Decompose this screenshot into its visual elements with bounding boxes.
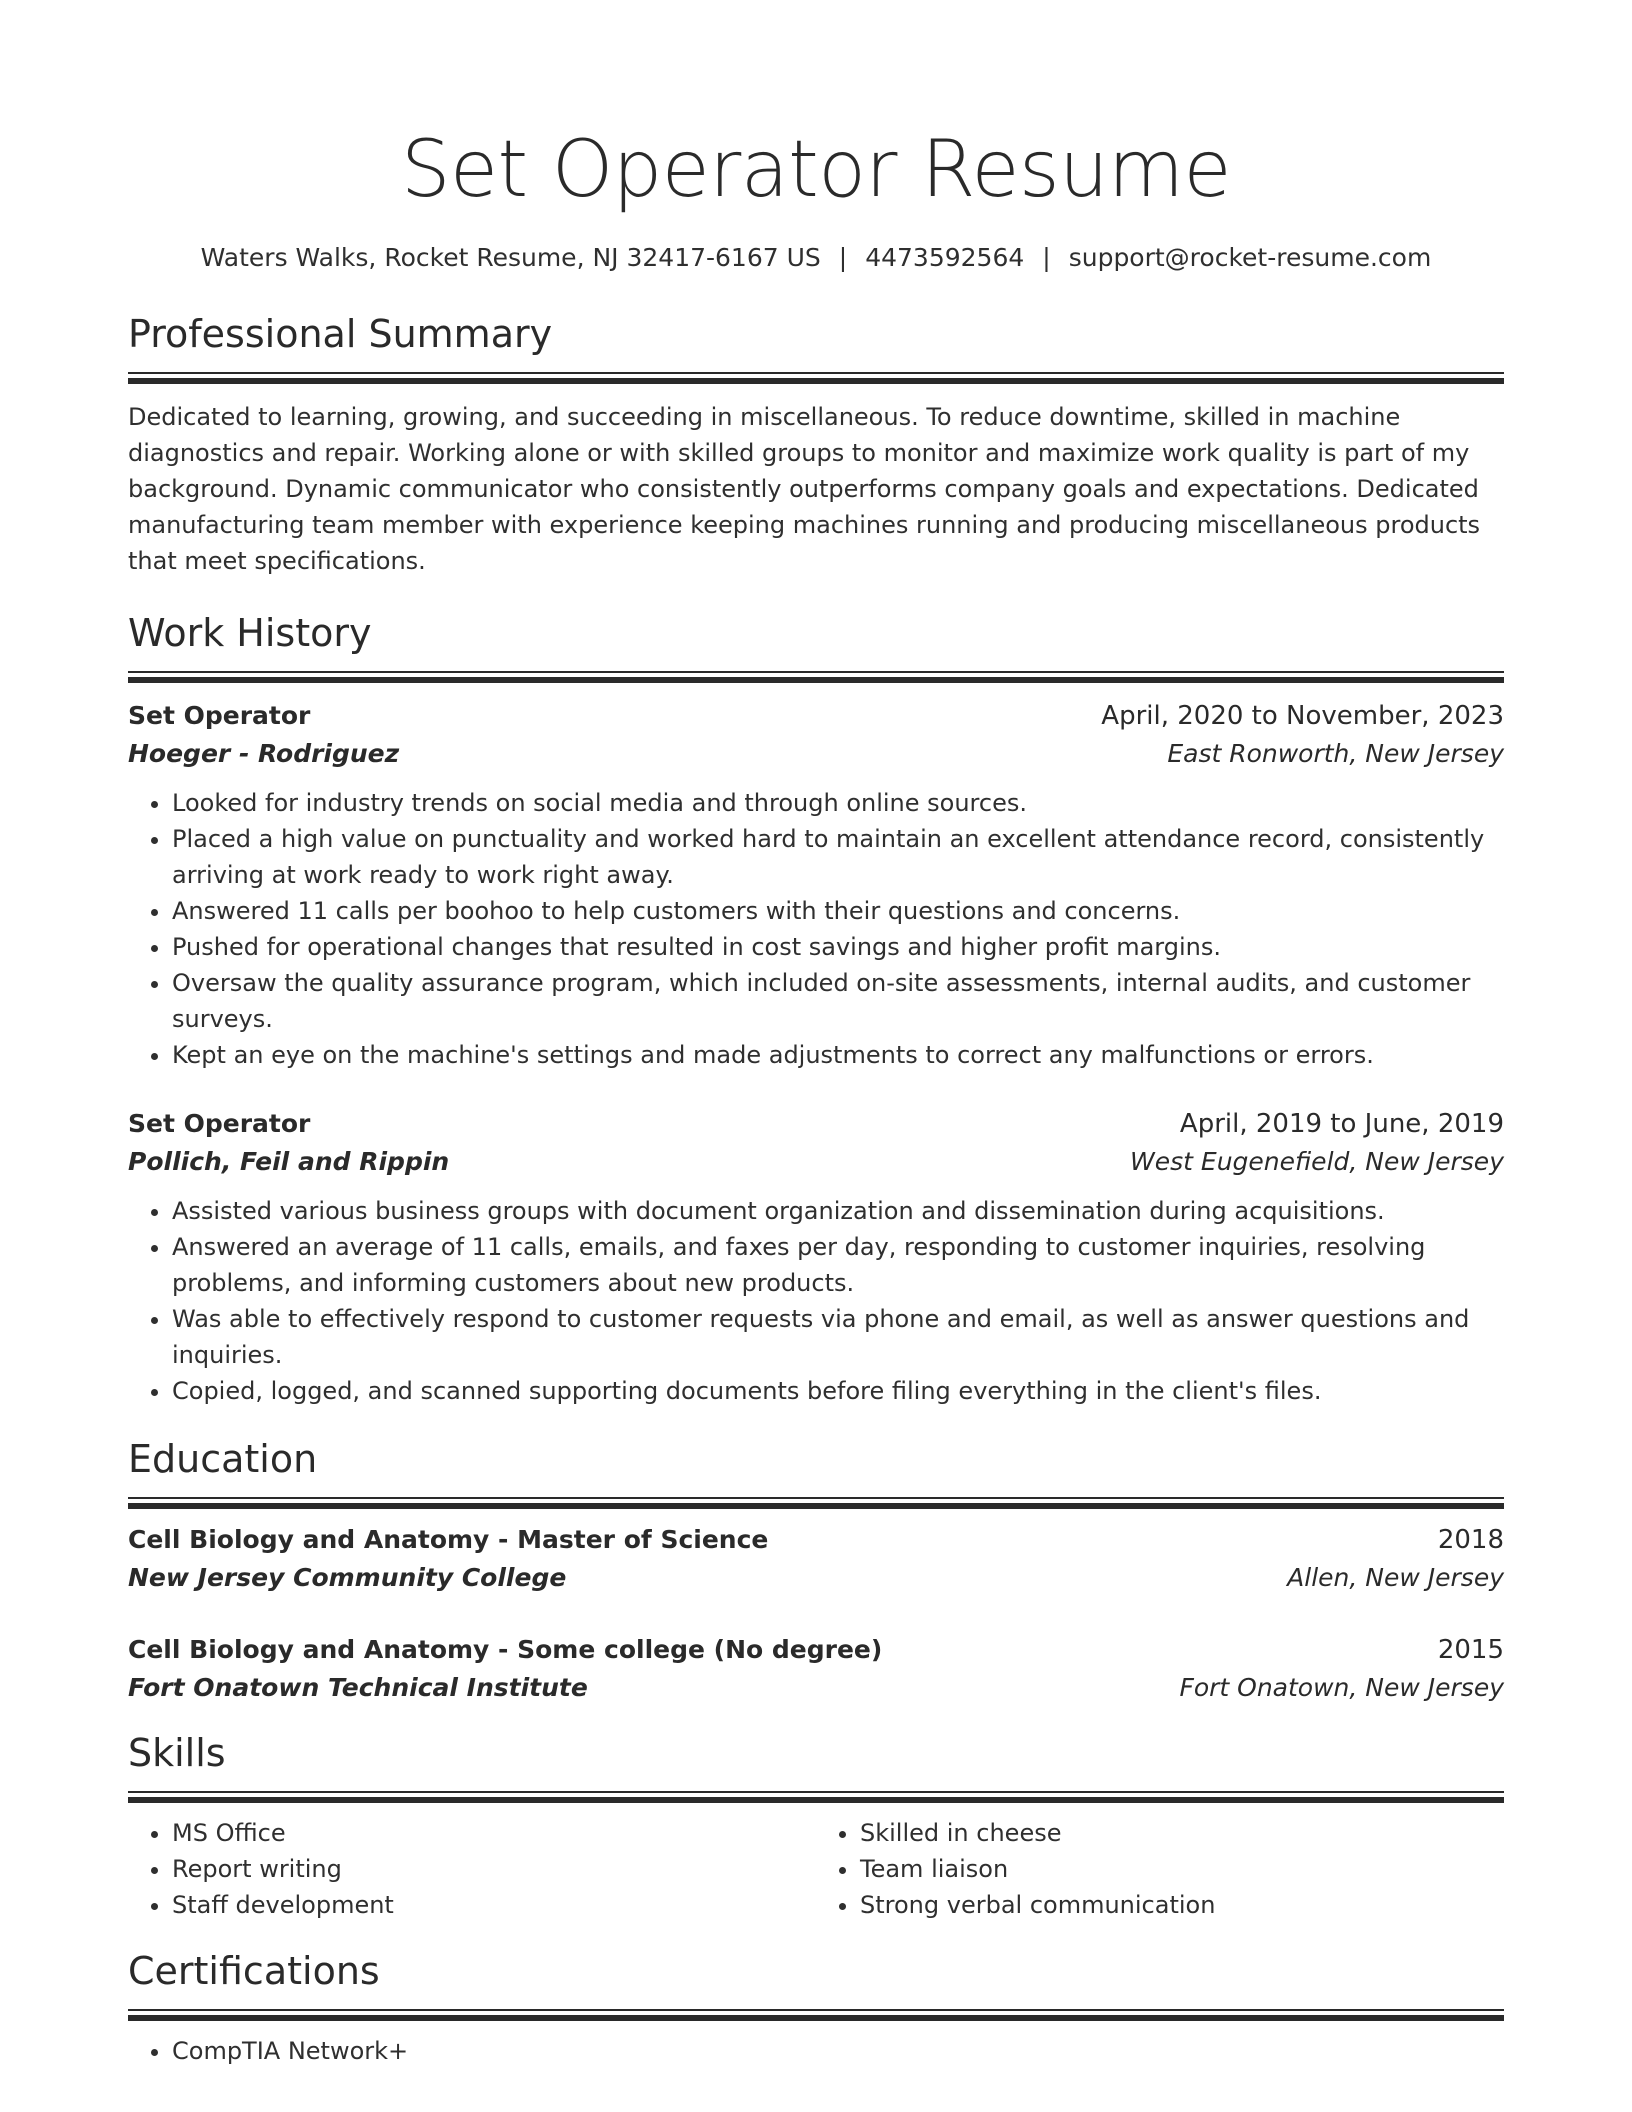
certifications-list (128, 2033, 1504, 2069)
list-item: • Strong verbal communication (860, 1887, 1504, 1923)
list-item: • Kept an eye on the machine's settings and made adjustments to correct any malfunctions or errors. (172, 1037, 1504, 1073)
job-location: East Ronworth, New Jersey (1167, 739, 1504, 768)
list-item: • Copied, logged, and scanned supporting documents before filing everything in the client's files. (172, 1373, 1504, 1409)
skills-grid (128, 1815, 1504, 1923)
list-item: • Assisted various business groups with document organization and dissemination during acquisitions. (172, 1193, 1504, 1229)
list-item: • MS Office (172, 1815, 816, 1851)
education-entry (128, 1521, 1504, 1597)
section-divider (128, 2009, 1504, 2021)
list-item: • Answered 11 calls per boohoo to help customers with their questions and concerns. (172, 893, 1504, 929)
section-divider (128, 372, 1504, 384)
job-company: Hoeger - Rodriguez (128, 739, 400, 768)
list-item: • Placed a high value on punctuality and worked hard to maintain an excellent attendance record, consistently arriving at work ready to work right away. (172, 821, 1504, 893)
list-item: • Skilled in cheese (860, 1815, 1504, 1851)
summary-heading: Professional Summary (128, 312, 553, 356)
education-header (128, 1631, 1504, 1669)
education-year: 2015 (1437, 1635, 1504, 1665)
summary-text: Dedicated to learning, growing, and succeeding in miscellaneous. To reduce downtime, skilled in machine diagnostics and repair. Working alone or with skilled groups to monitor and maximize work quality is part of my background. Dynamic communicator who consistently outperforms company goals and expectations. Dedicated manufacturing team member with experience keeping machines running and producing miscellaneous products that meet specifications. (128, 403, 1481, 575)
contact-address: Waters Walks, Rocket Resume, NJ 32417-6167 US (200, 243, 821, 272)
job-entry (128, 697, 1504, 1073)
job-subheader (128, 1143, 1504, 1181)
contact-phone: 4473592564 (865, 243, 1025, 272)
education-degree: Cell Biology and Anatomy - Master of Science (128, 1525, 769, 1554)
list-item: • CompTIA Network+ (172, 2033, 1504, 2069)
education-year: 2018 (1437, 1525, 1504, 1555)
job-dates: April, 2020 to November, 2023 (1101, 701, 1504, 731)
contact-line (128, 242, 1504, 274)
education-header (128, 1521, 1504, 1559)
certifications-section (128, 1947, 1504, 2069)
job-header (128, 697, 1504, 735)
job-location: West Eugenefield, New Jersey (1130, 1147, 1504, 1176)
job-dates: April, 2019 to June, 2019 (1179, 1109, 1504, 1139)
education-subheader (128, 1669, 1504, 1707)
list-item: • Staff development (172, 1887, 816, 1923)
summary-section (128, 310, 1504, 579)
list-item: • Looked for industry trends on social media and through online sources. (172, 785, 1504, 821)
skills-section (128, 1729, 1504, 1923)
education-heading: Education (128, 1437, 318, 1481)
education-section (128, 1435, 1504, 1707)
job-entry (128, 1105, 1504, 1409)
list-item: • Was able to effectively respond to customer requests via phone and email, as well as answer questions and inquiries. (172, 1301, 1504, 1373)
education-location: Allen, New Jersey (1287, 1563, 1504, 1592)
education-entry (128, 1631, 1504, 1707)
education-degree: Cell Biology and Anatomy - Some college (No degree) (128, 1635, 883, 1664)
contact-separator: | (1042, 243, 1051, 272)
contact-separator: | (838, 243, 848, 272)
page-title: Set Operator Resume (400, 125, 1232, 215)
education-school: Fort Onatown Technical Institute (128, 1673, 588, 1702)
list-item: • Answered an average of 11 calls, emails, and faxes per day, responding to customer inquiries, resolving problems, and informing customers about new products. (172, 1229, 1504, 1301)
section-divider (128, 1497, 1504, 1509)
list-item: • Pushed for operational changes that resulted in cost savings and higher profit margins. (172, 929, 1504, 965)
job-role: Set Operator (128, 701, 311, 730)
list-item: • Report writing (172, 1851, 816, 1887)
job-role: Set Operator (128, 1109, 311, 1138)
job-header (128, 1105, 1504, 1143)
skills-column-right (816, 1815, 1504, 1923)
work-history-section (128, 609, 1504, 1409)
education-location: Fort Onatown, New Jersey (1179, 1673, 1504, 1702)
education-subheader (128, 1559, 1504, 1597)
work-history-heading: Work History (128, 611, 372, 655)
list-item: • Team liaison (860, 1851, 1504, 1887)
section-divider (128, 671, 1504, 683)
skills-column-left (128, 1815, 816, 1923)
job-bullets (128, 1193, 1504, 1409)
job-bullets (128, 785, 1504, 1073)
job-subheader (128, 735, 1504, 773)
education-school: New Jersey Community College (128, 1563, 567, 1592)
skills-heading: Skills (128, 1731, 226, 1775)
section-divider (128, 1791, 1504, 1803)
job-company: Pollich, Feil and Rippin (128, 1147, 450, 1176)
list-item: • Oversaw the quality assurance program, which included on-site assessments, internal audits, and customer surveys. (172, 965, 1504, 1037)
contact-email: support@rocket-resume.com (1068, 243, 1432, 272)
certifications-heading: Certifications (128, 1949, 380, 1993)
